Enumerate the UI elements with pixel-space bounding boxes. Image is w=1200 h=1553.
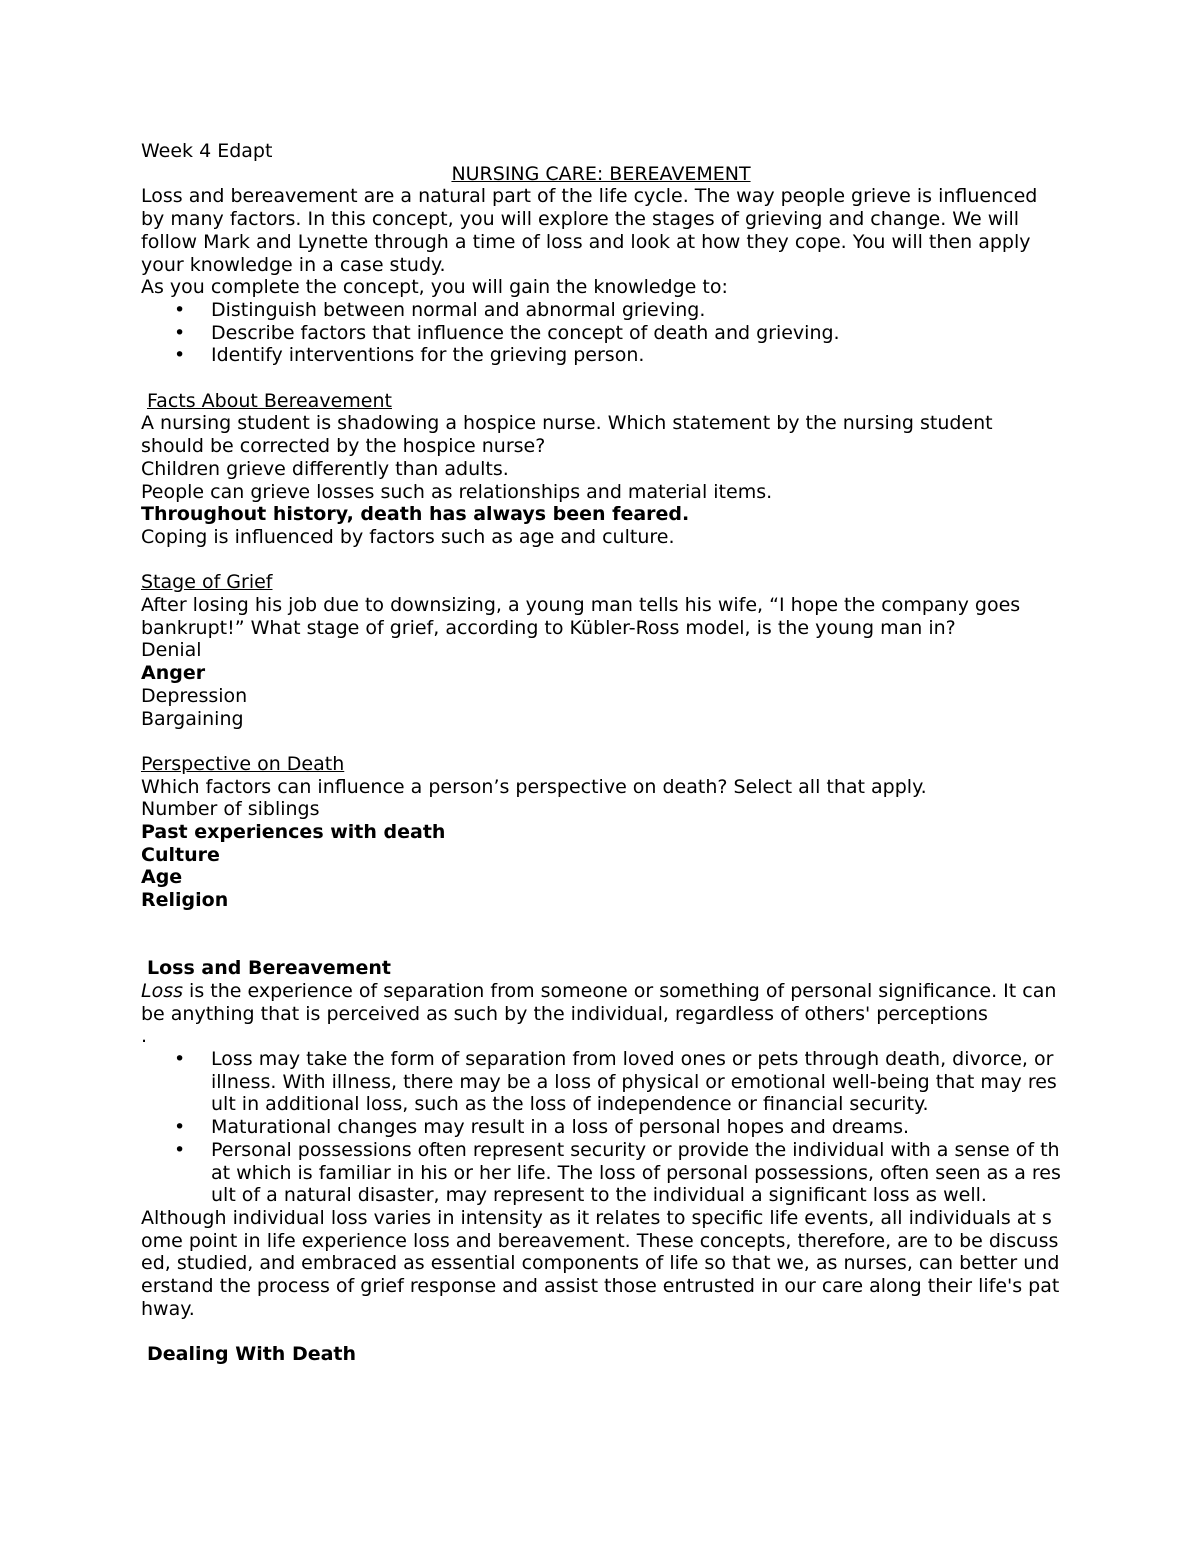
list-item: • Maturational changes may result in a loss of personal hopes and dreams.	[174, 1116, 910, 1139]
bullet-icon: •	[174, 298, 186, 321]
facts-option-answer: Throughout history, death has always been feared.	[141, 503, 690, 526]
spacer	[141, 730, 1061, 753]
spacer	[141, 1320, 1061, 1343]
bullet-icon: •	[174, 1116, 186, 1139]
spacer	[141, 367, 1061, 390]
stage-question: After losing his job due to downsizing, a young man tells his wife, “I hope the company goes bankrupt!” What stage of grief, according to Kübler-Ross model, is the young man in?	[141, 594, 1021, 639]
document-page	[141, 140, 1061, 1366]
stage-option-answer: Anger	[141, 662, 206, 685]
facts-option: Coping is influenced by factors such as age and culture.	[141, 525, 675, 548]
list-item: • Personal possessions often represent security or provide the individual with a sense of that which is familiar in his or her life. The loss of personal possessions, often seen as a result of a natural disaster, may represent to the individual a significant loss as well.	[174, 1138, 1061, 1207]
list-item: • Loss may take the form of separation from loved ones or pets through death, divorce, or illness. With illness, there may be a loss of physical or emotional well-being that may result in additional loss, such as the loss of independence or financial security.	[174, 1048, 1057, 1116]
bullet-icon: •	[174, 321, 186, 344]
dealing-heading: Dealing With Death	[147, 1343, 357, 1366]
bullet-icon: •	[174, 1048, 186, 1071]
facts-heading: Facts About Bereavement	[147, 389, 392, 412]
spacer	[141, 912, 1061, 935]
intro-paragraph: Loss and bereavement are a natural part of the life cycle. The way people grieve is influenced by many factors. In this concept, you will explore the stages of grieving and change. We will follow Mark and Lynette through a time of loss and look at how they cope. You will then apply your knowledge in a case study.	[141, 185, 1038, 276]
perspective-option-answer: Culture	[141, 843, 220, 866]
perspective-option-answer: Past experiences with death	[141, 821, 446, 844]
loss-closing: Although individual loss varies in intensity as it relates to specific life events, all individuals at some point in life experience loss and bereavement. These concepts, therefore, are to be discussed, studied, and embraced as essential components of life so that we, as nurses, can better understand the process of grief response and assist those entrusted in our care along their life's pathway.	[141, 1206, 1060, 1320]
stage-option: Depression	[141, 684, 248, 707]
perspective-option-answer: Age	[141, 866, 183, 889]
facts-question: A nursing student is shadowing a hospice nurse. Which statement by the nursing student should be corrected by the hospice nurse?	[141, 412, 993, 458]
list-item: • Identify interventions for the grieving person.	[174, 344, 645, 367]
week-label: Week 4 Edapt	[141, 140, 273, 162]
bullet-icon: •	[174, 1138, 186, 1161]
stage-option: Denial	[141, 639, 202, 662]
perspective-option: Number of siblings	[141, 798, 320, 821]
loss-definition: Loss is the experience of separation from someone or something of personal significance. It can be anything that is perceived as such by the individual, regardless of others' perceptions	[141, 979, 1057, 1025]
objectives-list	[141, 299, 1061, 367]
intro-lead: As you complete the concept, you will gain the knowledge to:	[141, 276, 728, 299]
spacer	[141, 935, 1061, 958]
bullet-icon: •	[174, 344, 186, 367]
loss-term: Loss	[141, 979, 184, 1002]
stage-heading: Stage of Grief	[141, 571, 273, 594]
document-title: NURSING CARE: BEREAVEMENT	[451, 162, 751, 185]
perspective-heading: Perspective on Death	[141, 752, 345, 775]
perspective-question: Which factors can influence a person’s perspective on death? Select all that apply.	[141, 775, 927, 798]
stage-option: Bargaining	[141, 707, 244, 730]
loss-list	[141, 1048, 1061, 1207]
loss-definition-period: .	[141, 1025, 148, 1048]
perspective-option-answer: Religion	[141, 889, 229, 912]
facts-option: Children grieve differently than adults.	[141, 457, 509, 480]
facts-option: People can grieve losses such as relationships and material items.	[141, 480, 773, 503]
list-item: • Describe factors that influence the concept of death and grieving.	[174, 321, 840, 344]
loss-heading: Loss and Bereavement	[147, 957, 391, 980]
spacer	[141, 549, 1061, 572]
list-item: • Distinguish between normal and abnormal grieving.	[174, 298, 706, 321]
